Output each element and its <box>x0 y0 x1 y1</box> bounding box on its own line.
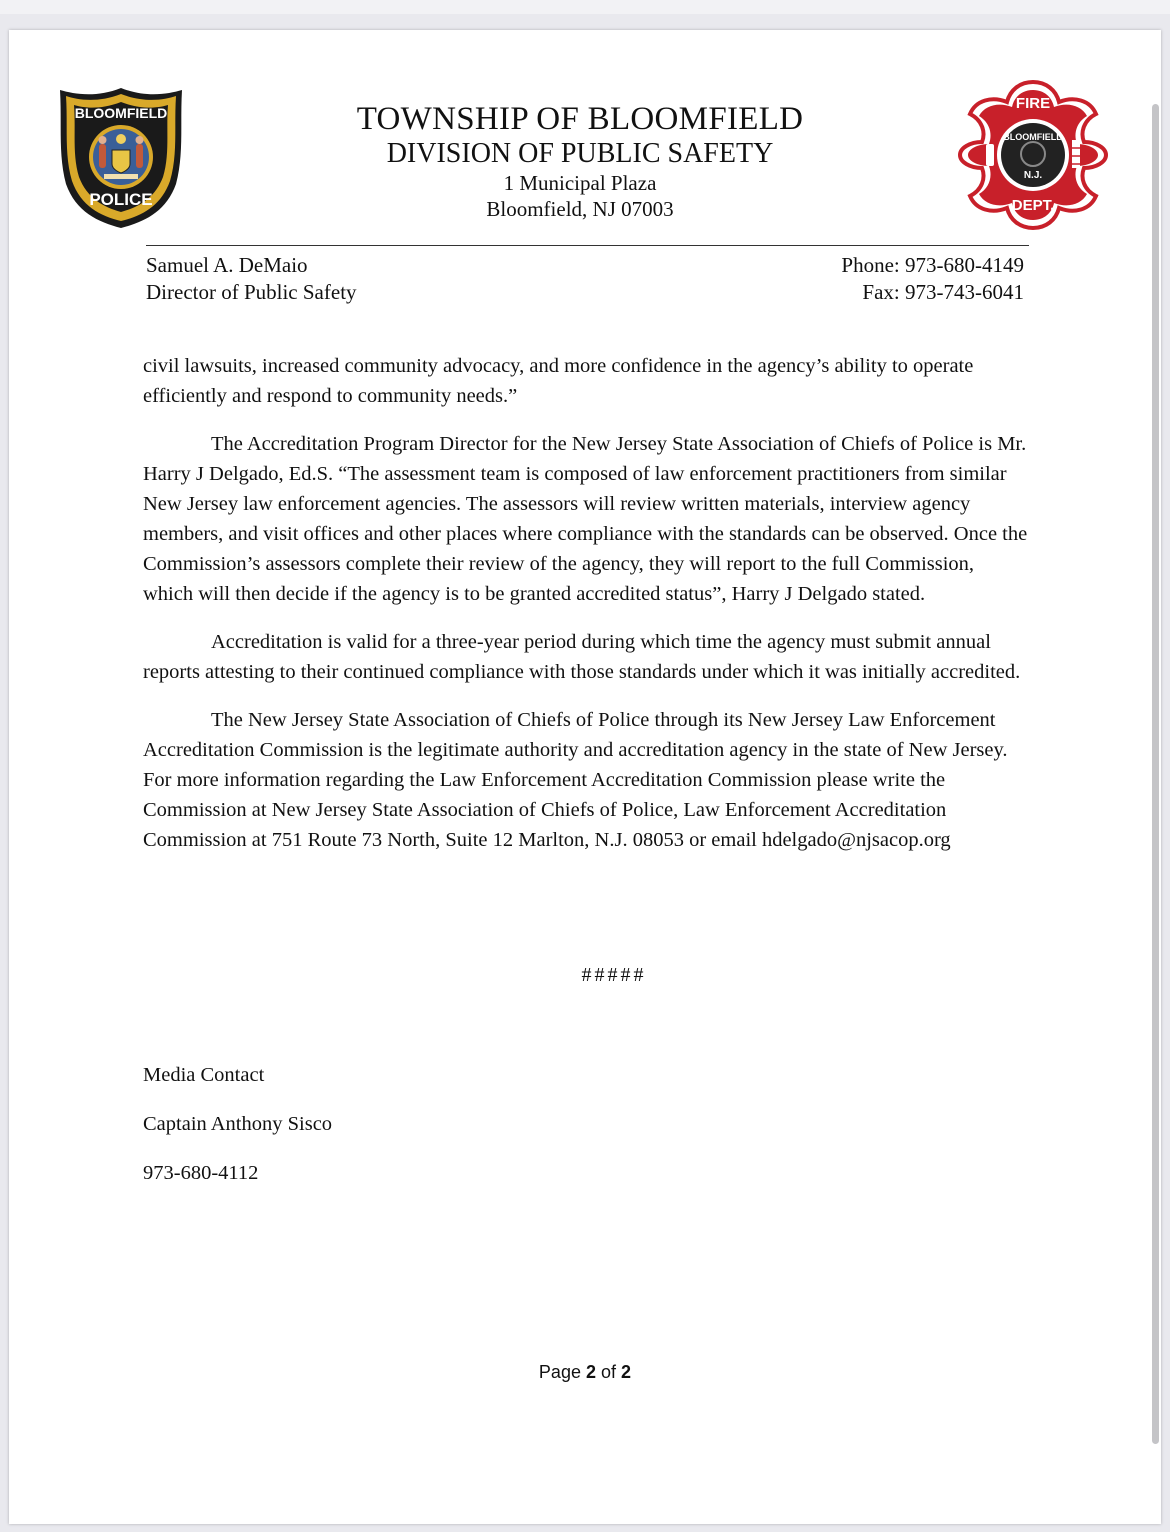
of-word: of <box>601 1362 617 1382</box>
director-name: Samuel A. DeMaio <box>146 253 308 277</box>
fire-badge-bottom-text: DEPT. <box>1011 197 1055 214</box>
page-number <box>0 1362 1170 1383</box>
letter-body <box>143 351 1028 873</box>
police-badge-logo <box>56 84 186 230</box>
police-badge-top-text: BLOOMFIELD <box>74 105 168 121</box>
letterhead-title: TOWNSHIP OF BLOOMFIELD <box>356 101 804 137</box>
phone-number: Phone: 973-680-4149 <box>841 253 1024 277</box>
total-pages: 2 <box>621 1362 632 1382</box>
page-word: Page <box>538 1362 581 1382</box>
body-paragraph: civil lawsuits, increased community advocacy, and more confidence in the agency’s ability to operate efficiently and respond to community needs.” <box>143 355 974 407</box>
letterhead-division: DIVISION OF PUBLIC SAFETY <box>386 138 774 169</box>
fax-number: Fax: 973-743-6041 <box>862 280 1024 304</box>
body-paragraph: The Accreditation Program Director for the New Jersey State Association of Chiefs of Police is Mr. Harry J Delgado, Ed.S. “The assessment team is composed of law enforcement practitioners from similar New Jersey law enforcement agencies. The assessors will review written materials, interview agency members, and visit offices and other places where compliance with the standards can be observed. Once the Commission’s assessors complete their review of the agency, they will report to the full Commission, which will then decide if the agency is to be granted accredited status”, Harry J Delgado stated. <box>143 433 1028 605</box>
fire-badge-top-text: FIRE <box>1015 95 1051 112</box>
media-contact-name: Captain Anthony Sisco <box>143 1113 333 1135</box>
body-paragraph: Accreditation is valid for a three-year period during which time the agency must submit annual reports attesting to their continued compliance with those standards under which it was initially accredited. <box>143 631 1021 683</box>
director-role: Director of Public Safety <box>146 280 357 304</box>
scrollbar[interactable] <box>1152 104 1159 1444</box>
fire-badge-state-text: N.J. <box>1023 170 1043 181</box>
phone-fax-block <box>841 252 1024 306</box>
viewer-top-bar <box>0 0 1170 14</box>
letterhead-address-line1: 1 Municipal Plaza <box>503 171 657 195</box>
fire-badge-center-text: BLOOMFIELD <box>1003 132 1063 142</box>
media-contact-phone: 973-680-4112 <box>143 1162 259 1184</box>
letterhead-address-line2: Bloomfield, NJ 07003 <box>486 197 674 221</box>
director-block <box>146 252 357 306</box>
current-page: 2 <box>585 1362 596 1382</box>
body-paragraph: The New Jersey State Association of Chiefs of Police through its New Jersey Law Enforcement Accreditation Commission is the legitimate authority and accreditation agency in the state of New Jersey. For more information regarding the Law Enforcement Accreditation Commission please write the Commission at New Jersey State Association of Chiefs of Police, Law Enforcement Accreditation Commission at 751 Route 73 North, Suite 12 Marlton, N.J. 08053 or email hdelgado@njsacop.org <box>143 709 1008 851</box>
letterhead <box>290 100 870 222</box>
police-badge-bottom-text: POLICE <box>89 190 153 209</box>
letterhead-divider <box>146 245 1029 246</box>
media-contact-label: Media Contact <box>143 1064 265 1086</box>
end-marker: ##### <box>581 964 647 986</box>
fire-dept-badge-logo <box>956 78 1110 232</box>
